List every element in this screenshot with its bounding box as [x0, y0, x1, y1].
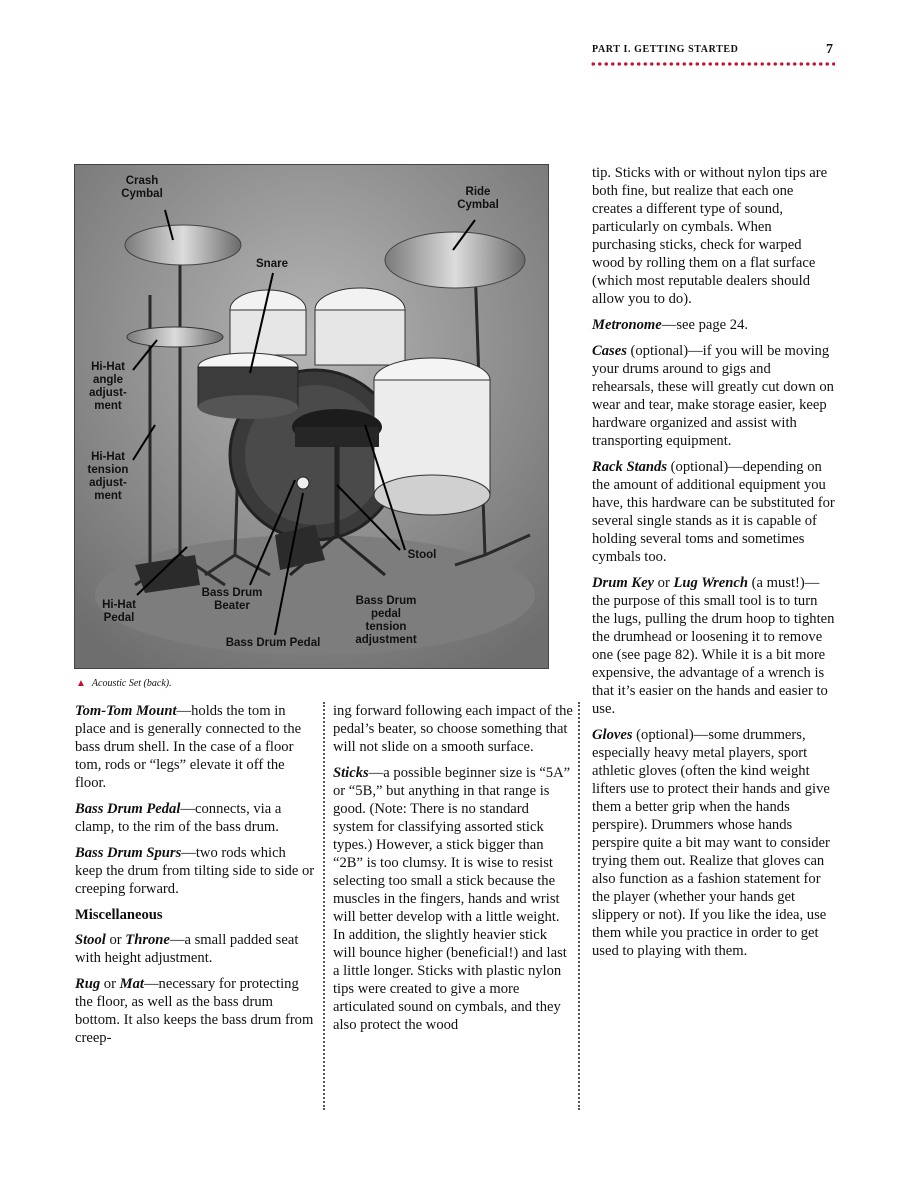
term-rug: Rug: [75, 976, 101, 992]
term-bass-drum-spurs: Bass Drum Spurs: [75, 845, 182, 861]
paragraph-text: (optional)—depending on the amount of additional equipment you have, this hardware can be substituted for several single stands as it is capable of holding several toms and sometimes cymbals too.: [592, 459, 835, 565]
term-metronome: Metronome: [592, 317, 662, 333]
or-text: or: [105, 932, 126, 948]
caption-triangle-icon: ▲: [76, 678, 86, 689]
label-ride-cymbal: Ride Cymbal: [457, 186, 499, 211]
text-column-3: [592, 164, 835, 968]
drum-set-illustration: [75, 165, 549, 669]
paragraph-text: —see page 24.: [661, 317, 749, 333]
term-drum-key: Drum Key: [592, 575, 655, 591]
paragraph-stool: [75, 931, 315, 967]
term-sticks: Sticks: [333, 765, 369, 781]
term-cases: Cases: [592, 343, 627, 359]
paragraph-text: tip. Sticks with or without nylon tips are both fine, but realize that each one creates a different type of sound, particularly on cymbals. When purchasing sticks, check for warped wood by rolling them on a flat surface (which most reputable dealers should allow you to do).: [592, 165, 828, 307]
column-separator: [323, 702, 325, 1110]
paragraph-text: —two rods which keep the drum from tilting side to side or creeping forward.: [75, 845, 315, 897]
paragraph-continued: [592, 164, 835, 308]
page-header: [590, 42, 835, 68]
header-dotted-rule: [590, 62, 835, 66]
paragraph-text: (optional)—if you will be moving your drums around to gigs and rehearsals, these will greatly cut down on wear and tear, make storage easier, keep hardware organized and assist with transporting equipment.: [592, 343, 834, 449]
paragraph-text: —a small padded seat with height adjustment.: [75, 932, 299, 966]
caption-text: Acoustic Set (back).: [91, 678, 172, 689]
term-throne: Throne: [125, 932, 170, 948]
term-bass-drum-pedal: Bass Drum Pedal: [75, 801, 181, 817]
term-gloves: Gloves: [592, 727, 633, 743]
paragraph-drum-key: [592, 574, 835, 718]
paragraph-sticks: [333, 764, 573, 1034]
drum-set-photo: [74, 164, 549, 669]
paragraph-text: —necessary for protecting the floor, as well as the bass drum bottom. It also keeps the bass drum from creep-: [75, 976, 314, 1046]
term-tom-tom-mount: Tom-Tom Mount: [75, 703, 177, 719]
paragraph-text: ing forward following each impact of the pedal’s beater, so choose something that will not slide on a smooth surface.: [333, 703, 573, 755]
figure-caption: [76, 678, 172, 689]
term-mat: Mat: [119, 976, 144, 992]
page-number: 7: [826, 42, 833, 57]
paragraph-text: —connects, via a clamp, to the rim of the bass drum.: [75, 801, 282, 835]
label-bass-drum-beater: Bass Drum Beater: [201, 587, 263, 612]
label-crash-cymbal: Crash Cymbal: [121, 175, 163, 200]
paragraph-tom-tom-mount: [75, 702, 315, 792]
section-title: PART I. GETTING STARTED: [592, 44, 739, 55]
term-lug-wrench: Lug Wrench: [673, 575, 748, 591]
paragraph-rug: [75, 975, 315, 1047]
label-hihat-angle: Hi-Hat angle adjust- ment: [89, 361, 127, 412]
label-snare: Snare: [256, 258, 288, 270]
paragraph-rack-stands: [592, 458, 835, 566]
label-hihat-tension: Hi-Hat tension adjust- ment: [87, 451, 129, 502]
paragraph-text: —a possible beginner size is “5A” or “5B,” but anything in that range is good. (Note: There is no standard system for classifying assorted stick types.) However, a stick bigger than “2B” is too clumsy. It is wise to resist selecting too small a stick because the muscles in the fingers, hands and wrist will better develop with a little weight. In addition, the slightly heavier stick will bounce higher (beneficial!) and last a little longer. Sticks with plastic nylon tips were created to give a more articulated sound on cymbals, and they also protect the wood: [333, 765, 571, 1033]
paragraph-metronome: [592, 316, 835, 334]
text-column-1: [75, 702, 315, 1055]
term-stool: Stool: [75, 932, 106, 948]
paragraph-text: (a must!)—the purpose of this small tool is to turn the lugs, pulling the drum hoop to tighten the drumhead or loosening it to remove one (see page 82). While it is a bit more expensive, the advantage of a wrench is that it’s easier on the hands and easier to use.: [592, 575, 835, 717]
paragraph-bass-drum-pedal: [75, 800, 315, 836]
or-text: or: [100, 976, 120, 992]
label-stool: Stool: [407, 549, 437, 561]
text-column-2: [333, 702, 573, 1042]
paragraph-cases: [592, 342, 835, 450]
label-bass-drum-pedal: Bass Drum Pedal: [225, 637, 321, 649]
column-separator: [578, 702, 580, 1110]
paragraph-gloves: [592, 726, 835, 960]
paragraph-text: (optional)—some drummers, especially heavy metal players, sport athletic gloves (often the kind weight lifters use to protect their hands and give them a better grip when the hands perspire). Drummers whose hands perspire quite a bit may want to consider trying them out. Realize that gloves can also function as a fashion statement for the player (whether your hands get slippery or not). If you like the idea, use them while you practice in order to get used to playing with them.: [592, 727, 830, 959]
label-hihat-pedal: Hi-Hat Pedal: [102, 599, 136, 624]
heading-miscellaneous: Miscellaneous: [75, 907, 163, 923]
paragraph-bass-drum-spurs: [75, 844, 315, 898]
paragraph-text: —holds the tom in place and is generally connected to the bass drum shell. In the case of a floor tom, rods or “legs” elevate it off the floor.: [75, 703, 302, 791]
or-text: or: [654, 575, 674, 591]
term-rack-stands: Rack Stands: [592, 459, 668, 475]
paragraph-continued: [333, 702, 573, 756]
label-bass-pedal-tension: Bass Drum pedal tension adjustment: [355, 595, 417, 646]
